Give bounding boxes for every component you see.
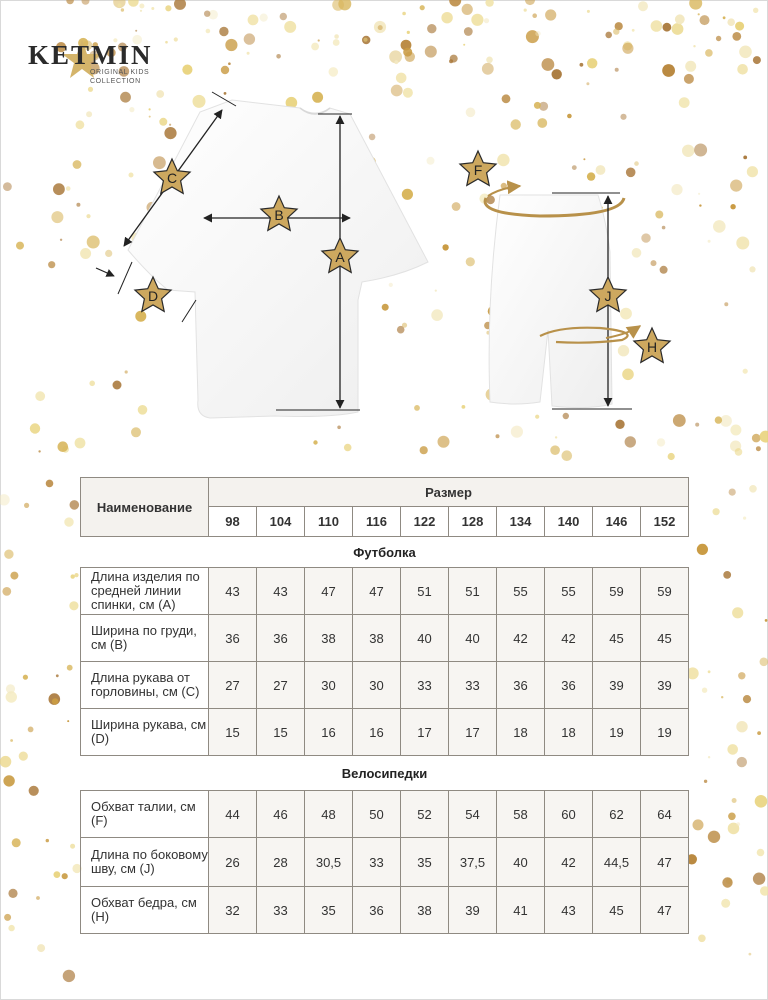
confetti-dot — [760, 886, 768, 896]
table-row — [81, 709, 689, 756]
confetti-dot — [52, 698, 58, 704]
confetti-dot — [206, 29, 211, 34]
confetti-dot — [700, 15, 710, 25]
table-cell: 51 — [401, 568, 449, 615]
confetti-dot — [580, 63, 584, 67]
confetti-dot — [550, 445, 560, 455]
table-cell: 36 — [497, 662, 545, 709]
confetti-dot — [10, 739, 13, 742]
measurement-label: Длина рукава от горловины, см (С) — [81, 662, 209, 709]
confetti-dot — [344, 444, 352, 452]
table-row — [81, 568, 689, 615]
confetti-dot — [219, 27, 228, 36]
size-header-cell: 104 — [257, 507, 305, 537]
confetti-dot — [135, 30, 137, 32]
confetti-dot — [140, 10, 142, 12]
confetti-dot — [221, 66, 229, 74]
confetti-dot — [66, 0, 74, 4]
table-cell: 18 — [497, 709, 545, 756]
confetti-dot — [427, 24, 436, 33]
confetti-dot — [721, 696, 723, 698]
confetti-dot — [485, 0, 493, 7]
confetti-dot — [58, 441, 69, 452]
confetti-dot — [552, 69, 562, 79]
brand-name: KETMIN — [28, 40, 153, 70]
size-header-cell: 146 — [593, 507, 641, 537]
confetti-dot — [333, 39, 340, 46]
confetti-dot — [403, 48, 412, 57]
table-cell: 40 — [497, 838, 545, 887]
confetti-dot — [464, 27, 473, 36]
confetti-dot — [471, 14, 483, 26]
confetti-dot — [482, 63, 494, 75]
name-column-header: Наименование — [81, 478, 209, 537]
confetti-dot — [698, 13, 700, 15]
table-cell: 42 — [545, 838, 593, 887]
table-cell: 19 — [641, 709, 689, 756]
confetti-dot — [753, 873, 765, 885]
confetti-dot — [378, 25, 383, 30]
table-cell: 18 — [545, 709, 593, 756]
table-cell: 43 — [209, 568, 257, 615]
confetti-dot — [622, 43, 633, 54]
size-header-cell: 152 — [641, 507, 689, 537]
confetti-dot — [248, 15, 259, 26]
measurement-label: Ширина по груди, см (В) — [81, 615, 209, 662]
confetti-dot — [204, 11, 210, 17]
confetti-dot — [71, 574, 75, 578]
confetti-dot — [727, 744, 738, 755]
confetti-dot — [743, 517, 746, 520]
size-header-cell: 140 — [545, 507, 593, 537]
confetti-dot — [708, 831, 720, 843]
confetti-dot — [67, 720, 69, 722]
confetti-dot — [260, 14, 268, 22]
confetti-dot — [693, 45, 695, 47]
table-cell: 37,5 — [449, 838, 497, 887]
confetti-dot — [545, 9, 556, 20]
confetti-dot — [757, 731, 761, 735]
size-header-cell: 122 — [401, 507, 449, 537]
table-cell: 16 — [305, 709, 353, 756]
confetti-dot — [46, 480, 54, 488]
marker-letter: B — [274, 207, 284, 223]
section-row — [81, 756, 689, 791]
table-cell: 36 — [353, 887, 401, 934]
confetti-dot — [755, 795, 768, 808]
confetti-dot — [139, 4, 144, 9]
confetti-dot — [757, 849, 765, 857]
measurement-label: Обхват талии, см (F) — [81, 791, 209, 838]
marker-letter: A — [335, 249, 345, 265]
section-title: Велосипедки — [341, 765, 428, 781]
table-cell: 43 — [545, 887, 593, 934]
confetti-dot — [37, 944, 45, 952]
confetti-dot — [128, 0, 139, 7]
table-cell: 30,5 — [305, 838, 353, 887]
shorts-illustration — [489, 195, 612, 408]
confetti-dot — [562, 450, 573, 461]
table-cell: 26 — [209, 838, 257, 887]
confetti-dot — [605, 32, 612, 39]
confetti-dot — [441, 12, 452, 23]
table-cell: 47 — [641, 838, 689, 887]
table-cell: 43 — [257, 568, 305, 615]
table-cell: 59 — [593, 568, 641, 615]
confetti-dot — [587, 10, 590, 13]
table-cell: 27 — [257, 662, 305, 709]
confetti-dot — [329, 67, 339, 77]
table-cell: 55 — [545, 568, 593, 615]
measurement-label: Ширина рукава, см (D) — [81, 709, 209, 756]
confetti-dot — [756, 446, 761, 451]
confetti-dot — [24, 503, 29, 508]
table-cell: 41 — [497, 887, 545, 934]
confetti-dot — [63, 970, 75, 982]
table-cell: 33 — [401, 662, 449, 709]
table-cell: 42 — [497, 615, 545, 662]
confetti-dot — [729, 489, 736, 496]
confetti-dot — [420, 446, 428, 454]
table-cell: 17 — [449, 709, 497, 756]
confetti-dot — [542, 58, 555, 71]
table-cell: 35 — [305, 887, 353, 934]
table-cell: 58 — [497, 791, 545, 838]
confetti-dot — [587, 58, 597, 68]
table-cell: 51 — [449, 568, 497, 615]
confetti-dot — [276, 54, 281, 59]
confetti-dot — [228, 62, 231, 65]
confetti-dot — [46, 839, 49, 842]
table-cell: 39 — [449, 887, 497, 934]
confetti-dot — [70, 844, 75, 849]
confetti-dot — [702, 688, 707, 693]
confetti-dot — [693, 819, 704, 830]
table-cell: 40 — [401, 615, 449, 662]
confetti-dot — [698, 935, 706, 943]
confetti-dot — [318, 39, 320, 41]
confetti-dot — [174, 37, 178, 41]
confetti-dot — [70, 500, 80, 510]
confetti-dot — [62, 873, 68, 879]
confetti-dot — [651, 20, 663, 32]
confetti-dot — [19, 752, 28, 761]
confetti-dot — [462, 4, 473, 15]
confetti-dot — [10, 572, 18, 580]
confetti-dot — [36, 896, 40, 900]
table-cell: 44,5 — [593, 838, 641, 887]
confetti-dot — [74, 573, 78, 577]
brand-tagline: ORIGINAL KIDS COLLECTION — [90, 69, 150, 85]
table-cell: 17 — [401, 709, 449, 756]
size-table-container — [80, 477, 688, 934]
confetti-dot — [64, 517, 73, 526]
confetti-dot — [284, 21, 296, 33]
confetti-dot — [363, 38, 367, 42]
confetti-dot — [632, 29, 635, 32]
confetti-dot — [727, 18, 735, 26]
confetti-dot — [732, 798, 737, 803]
confetti-dot — [311, 43, 319, 51]
garment-diagram — [0, 80, 768, 440]
section-title: Футболка — [353, 544, 416, 560]
confetti-dot — [165, 5, 171, 11]
confetti-dot — [54, 871, 61, 878]
confetti-dot — [685, 61, 696, 72]
table-cell: 40 — [449, 615, 497, 662]
marker-letter: H — [646, 339, 658, 355]
confetti-dot — [708, 756, 710, 758]
table-cell: 45 — [593, 615, 641, 662]
confetti-dot — [118, 3, 122, 7]
confetti-dot — [689, 0, 702, 10]
confetti-dot — [82, 0, 90, 5]
marker-letter: C — [166, 170, 178, 186]
table-cell: 38 — [353, 615, 401, 662]
table-cell: 16 — [353, 709, 401, 756]
confetti-dot — [3, 775, 14, 786]
confetti-dot — [638, 1, 648, 11]
table-cell: 54 — [449, 791, 497, 838]
confetti-dot — [449, 0, 461, 7]
confetti-dot — [394, 60, 398, 64]
table-cell: 45 — [593, 887, 641, 934]
confetti-dot — [732, 32, 741, 41]
size-column-header: Размер — [209, 478, 689, 507]
confetti-dot — [662, 64, 675, 77]
confetti-dot — [4, 914, 11, 921]
size-header-cell: 134 — [497, 507, 545, 537]
confetti-dot — [225, 39, 237, 51]
marker-letter: J — [604, 288, 612, 304]
confetti-dot — [697, 544, 708, 555]
table-row — [81, 662, 689, 709]
confetti-dot — [732, 607, 743, 618]
measurement-label: Длина изделия по средней линии спинки, см (А) — [81, 568, 209, 615]
confetti-dot — [402, 12, 406, 16]
table-cell: 30 — [305, 662, 353, 709]
table-row — [81, 887, 689, 934]
table-cell: 36 — [257, 615, 305, 662]
size-header-cell: 98 — [209, 507, 257, 537]
table-cell: 46 — [257, 791, 305, 838]
table-cell: 64 — [641, 791, 689, 838]
confetti-dot — [0, 494, 10, 505]
confetti-dot — [760, 658, 768, 667]
table-cell: 39 — [641, 662, 689, 709]
confetti-dot — [723, 16, 726, 19]
confetti-dot — [613, 28, 619, 34]
table-cell: 15 — [209, 709, 257, 756]
confetti-dot — [723, 571, 731, 579]
confetti-dot — [182, 65, 192, 75]
table-cell: 38 — [401, 887, 449, 934]
table-cell: 42 — [545, 615, 593, 662]
size-header-cell: 116 — [353, 507, 401, 537]
table-cell: 36 — [209, 615, 257, 662]
confetti-dot — [743, 695, 751, 703]
table-cell: 28 — [257, 838, 305, 887]
confetti-dot — [151, 7, 154, 10]
table-cell: 33 — [449, 662, 497, 709]
confetti-dot — [6, 684, 15, 693]
confetti-dot — [713, 508, 720, 515]
confetti-dot — [672, 23, 684, 35]
table-cell: 33 — [257, 887, 305, 934]
table-cell: 47 — [353, 568, 401, 615]
confetti-dot — [29, 786, 39, 796]
confetti-dot — [486, 57, 493, 64]
confetti-dot — [675, 14, 685, 24]
table-cell: 59 — [641, 568, 689, 615]
confetti-dot — [56, 674, 59, 677]
confetti-dot — [737, 757, 747, 767]
table-cell: 47 — [641, 887, 689, 934]
confetti-dot — [722, 877, 732, 887]
table-cell: 36 — [545, 662, 593, 709]
confetti-dot — [484, 18, 489, 23]
table-cell: 55 — [497, 568, 545, 615]
confetti-dot — [708, 670, 711, 673]
table-row — [81, 838, 689, 887]
tshirt-illustration — [128, 100, 428, 418]
marker-letter: F — [473, 162, 483, 178]
confetti-dot — [535, 31, 540, 36]
confetti-dot — [735, 22, 744, 31]
confetti-dot — [663, 23, 672, 32]
confetti-dot — [28, 727, 34, 733]
table-cell: 44 — [209, 791, 257, 838]
confetti-dot — [244, 33, 255, 44]
confetti-dot — [736, 822, 740, 826]
table-cell: 19 — [593, 709, 641, 756]
marker-letter: D — [147, 288, 159, 304]
confetti-dot — [716, 36, 721, 41]
confetti-dot — [4, 550, 13, 559]
confetti-dot — [449, 59, 453, 63]
table-cell: 38 — [305, 615, 353, 662]
confetti-dot — [38, 450, 40, 452]
confetti-dot — [739, 46, 752, 59]
confetti-dot — [407, 31, 410, 34]
table-cell: 60 — [545, 791, 593, 838]
confetti-dot — [121, 8, 124, 11]
table-row — [81, 791, 689, 838]
confetti-dot — [0, 756, 11, 768]
table-cell: 50 — [353, 791, 401, 838]
table-cell: 47 — [305, 568, 353, 615]
size-table — [80, 477, 689, 934]
confetti-dot — [532, 13, 537, 18]
confetti-dot — [735, 448, 743, 456]
confetti-dot — [23, 675, 28, 680]
confetti-dot — [753, 8, 758, 13]
table-cell: 35 — [401, 838, 449, 887]
table-header-row — [81, 478, 689, 507]
confetti-dot — [737, 64, 748, 75]
confetti-dot — [12, 838, 21, 847]
size-header-cell: 110 — [305, 507, 353, 537]
confetti-dot — [736, 721, 747, 732]
confetti-dot — [525, 0, 535, 5]
confetti-dot — [463, 44, 465, 46]
table-cell: 52 — [401, 791, 449, 838]
table-cell: 32 — [209, 887, 257, 934]
confetti-dot — [705, 49, 713, 57]
confetti-dot — [334, 34, 339, 39]
marker-f — [460, 151, 496, 185]
confetti-dot — [749, 485, 757, 493]
confetti-dot — [738, 672, 745, 679]
measurement-label: Обхват бедра, см (Н) — [81, 887, 209, 934]
confetti-dot — [704, 780, 707, 783]
measurement-label: Длина по боковому шву, см (J) — [81, 838, 209, 887]
table-cell: 48 — [305, 791, 353, 838]
confetti-dot — [668, 453, 675, 460]
confetti-dot — [524, 9, 527, 12]
confetti-dot — [280, 13, 287, 20]
confetti-dot — [615, 68, 619, 72]
table-row — [81, 615, 689, 662]
confetti-dot — [765, 619, 768, 622]
confetti-dot — [749, 953, 752, 956]
confetti-dot — [753, 56, 761, 64]
confetti-dot — [69, 601, 78, 610]
table-cell: 39 — [593, 662, 641, 709]
confetti-dot — [8, 889, 17, 898]
table-cell: 62 — [593, 791, 641, 838]
confetti-dot — [721, 899, 730, 908]
table-cell: 15 — [257, 709, 305, 756]
confetti-dot — [728, 813, 736, 821]
confetti-dot — [313, 440, 317, 444]
confetti-dot — [174, 0, 186, 10]
table-cell: 45 — [641, 615, 689, 662]
marker-h — [634, 328, 670, 362]
confetti-dot — [8, 925, 14, 931]
size-header-cell: 128 — [449, 507, 497, 537]
confetti-dot — [425, 46, 437, 58]
table-cell: 33 — [353, 838, 401, 887]
confetti-dot — [420, 5, 425, 10]
table-cell: 27 — [209, 662, 257, 709]
section-row — [81, 537, 689, 568]
confetti-dot — [247, 52, 250, 55]
confetti-dot — [2, 587, 11, 596]
confetti-dot — [67, 665, 73, 671]
table-cell: 30 — [353, 662, 401, 709]
